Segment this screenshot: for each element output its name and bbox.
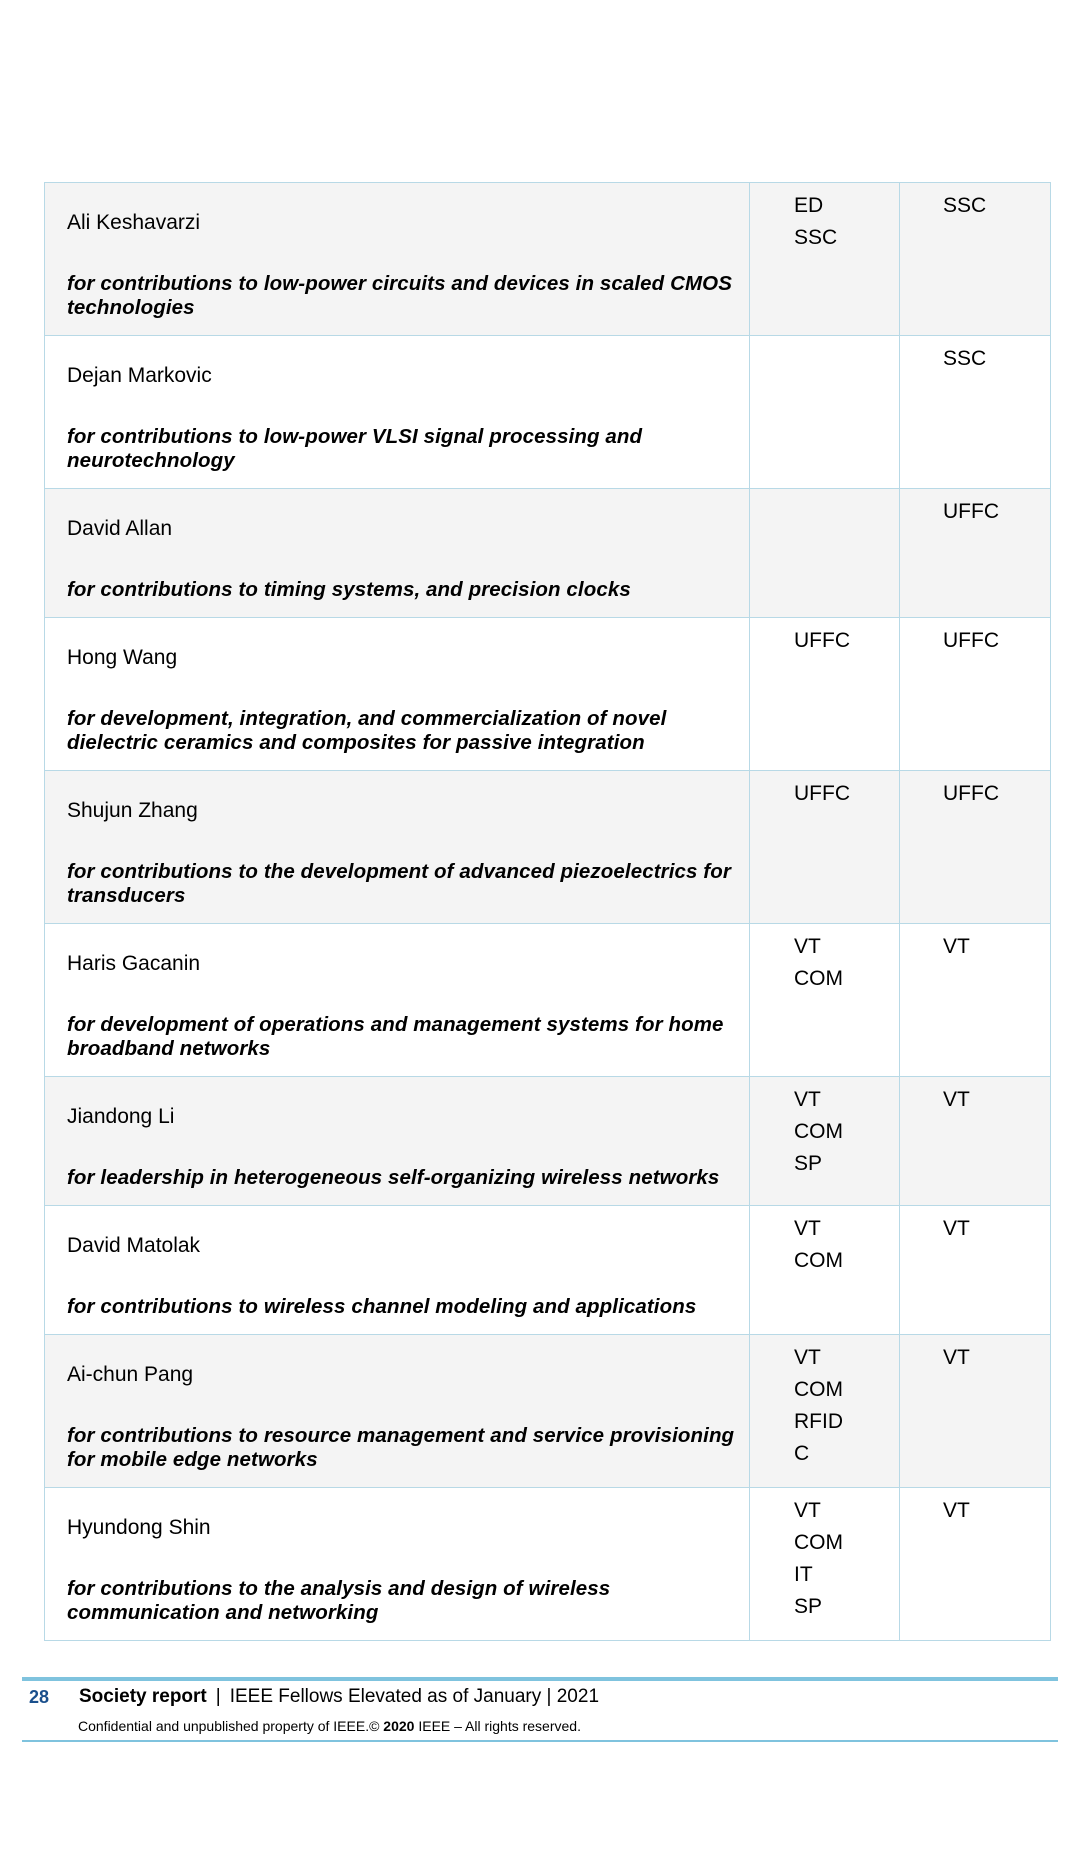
fellow-row <box>45 336 1051 489</box>
society-code: UFFC <box>794 629 850 652</box>
sponsor-code: VT <box>943 1217 970 1240</box>
fellow-citation: for development, integration, and commercialization of novel dielectric ceramics and composites for passive integration <box>67 707 667 754</box>
sponsor-code: UFFC <box>943 629 999 652</box>
fellow-name: Ali Keshavarzi <box>67 211 201 234</box>
footer-top-rule <box>22 1677 1058 1681</box>
confidential-year: 2020 <box>383 1718 415 1734</box>
fellow-row <box>45 1488 1051 1641</box>
fellow-citation: for contributions to timing systems, and precision clocks <box>67 578 631 601</box>
confidential-notice <box>78 1718 581 1734</box>
sponsor-list <box>900 1488 1050 1527</box>
sponsor-list <box>900 924 1050 963</box>
society-code: SP <box>794 1152 823 1175</box>
sponsor-list <box>900 1335 1050 1374</box>
fellow-citation: for leadership in heterogeneous self-organizing wireless networks <box>67 1166 720 1189</box>
sponsor-cell <box>900 1335 1051 1488</box>
society-cell <box>750 1488 900 1641</box>
fellow-row <box>45 489 1051 618</box>
fellow-name: David Matolak <box>67 1234 201 1257</box>
society-cell <box>750 1077 900 1206</box>
footer-title <box>79 1686 599 1708</box>
society-list <box>750 336 899 343</box>
fellow-name: Hong Wang <box>67 646 178 669</box>
fellow-citation: for contributions to low-power circuits and devices in scaled CMOS technologies <box>67 272 732 319</box>
sponsor-cell <box>900 1077 1051 1206</box>
sponsor-code: UFFC <box>943 500 999 523</box>
sponsor-list <box>900 489 1050 528</box>
fellow-cell <box>45 1206 750 1335</box>
society-cell <box>750 618 900 771</box>
society-list <box>750 1488 899 1623</box>
society-cell <box>750 183 900 336</box>
footer-bottom-rule <box>22 1740 1058 1742</box>
fellow-name: Dejan Markovic <box>67 364 212 387</box>
society-code: IT <box>794 1563 813 1586</box>
sponsor-code: VT <box>943 935 970 958</box>
sponsor-cell <box>900 336 1051 489</box>
society-code: COM <box>794 1378 843 1401</box>
fellows-table-body <box>45 183 1051 1641</box>
sponsor-code: VT <box>943 1499 970 1522</box>
sponsor-list <box>900 1077 1050 1116</box>
society-list <box>750 1206 899 1277</box>
society-cell <box>750 336 900 489</box>
sponsor-code: SSC <box>943 194 987 217</box>
confidential-prefix: Confidential and unpublished property of IEEE.© <box>78 1718 384 1734</box>
society-code: SSC <box>794 226 838 249</box>
sponsor-list <box>900 618 1050 657</box>
fellow-row <box>45 1206 1051 1335</box>
fellow-cell <box>45 924 750 1077</box>
fellow-row <box>45 1077 1051 1206</box>
society-code: COM <box>794 1120 843 1143</box>
society-code: SP <box>794 1595 823 1618</box>
fellow-name: Shujun Zhang <box>67 799 198 822</box>
society-list <box>750 618 899 657</box>
sponsor-list <box>900 183 1050 222</box>
fellow-citation: for development of operations and management systems for home broadband networks <box>67 1013 724 1060</box>
society-code: COM <box>794 967 843 990</box>
society-cell <box>750 771 900 924</box>
fellow-cell <box>45 618 750 771</box>
fellow-row <box>45 183 1051 336</box>
fellow-citation: for contributions to wireless channel modeling and applications <box>67 1295 697 1318</box>
sponsor-list <box>900 336 1050 375</box>
fellow-cell <box>45 771 750 924</box>
fellow-name: David Allan <box>67 517 173 540</box>
fellow-name: Haris Gacanin <box>67 952 201 975</box>
sponsor-cell <box>900 924 1051 1077</box>
sponsor-list <box>900 1206 1050 1245</box>
sponsor-code: VT <box>943 1088 970 1111</box>
sponsor-code: SSC <box>943 347 987 370</box>
footer-separator: | <box>215 1686 221 1707</box>
society-list <box>750 489 899 496</box>
society-code: ED <box>794 194 824 217</box>
sponsor-cell <box>900 771 1051 924</box>
society-code: COM <box>794 1249 843 1272</box>
fellow-cell <box>45 183 750 336</box>
society-code: VT <box>794 935 821 958</box>
society-list <box>750 771 899 810</box>
fellow-cell <box>45 1335 750 1488</box>
fellow-name: Hyundong Shin <box>67 1516 211 1539</box>
society-list <box>750 1077 899 1180</box>
fellow-citation: for contributions to the development of advanced piezoelectrics for transducers <box>67 860 731 907</box>
sponsor-cell <box>900 489 1051 618</box>
fellow-cell <box>45 489 750 618</box>
society-code: C <box>794 1442 810 1465</box>
fellow-row <box>45 771 1051 924</box>
sponsor-list <box>900 771 1050 810</box>
sponsor-code: VT <box>943 1346 970 1369</box>
fellow-cell <box>45 1077 750 1206</box>
society-cell <box>750 489 900 618</box>
society-cell <box>750 924 900 1077</box>
fellow-row <box>45 924 1051 1077</box>
fellow-cell <box>45 1488 750 1641</box>
fellow-row <box>45 618 1051 771</box>
fellow-name: Ai-chun Pang <box>67 1363 194 1386</box>
society-list <box>750 924 899 995</box>
fellow-citation: for contributions to resource management and service provisioning for mobile edge networks <box>67 1424 735 1471</box>
fellows-table <box>44 182 1051 1641</box>
society-code: VT <box>794 1346 821 1369</box>
fellow-name: Jiandong Li <box>67 1105 175 1128</box>
society-cell <box>750 1335 900 1488</box>
fellow-row <box>45 1335 1051 1488</box>
footer-subtitle: IEEE Fellows Elevated as of January | 2021 <box>229 1686 600 1707</box>
sponsor-cell <box>900 1206 1051 1335</box>
fellow-citation: for contributions to low-power VLSI signal processing and neurotechnology <box>67 425 643 472</box>
society-code: VT <box>794 1217 821 1240</box>
fellow-cell <box>45 336 750 489</box>
sponsor-cell <box>900 618 1051 771</box>
society-list <box>750 1335 899 1470</box>
sponsor-cell <box>900 1488 1051 1641</box>
sponsor-cell <box>900 183 1051 336</box>
society-list <box>750 183 899 254</box>
page-number: 28 <box>29 1687 50 1707</box>
society-code: VT <box>794 1088 821 1111</box>
sponsor-code: UFFC <box>943 782 999 805</box>
fellow-citation: for contributions to the analysis and design of wireless communication and networking <box>67 1577 611 1624</box>
society-code: COM <box>794 1531 843 1554</box>
footer-report-label: Society report <box>79 1686 207 1707</box>
society-code: UFFC <box>794 782 850 805</box>
society-code: RFID <box>794 1410 843 1433</box>
society-cell <box>750 1206 900 1335</box>
society-code: VT <box>794 1499 821 1522</box>
confidential-suffix: IEEE – All rights reserved. <box>414 1718 581 1734</box>
